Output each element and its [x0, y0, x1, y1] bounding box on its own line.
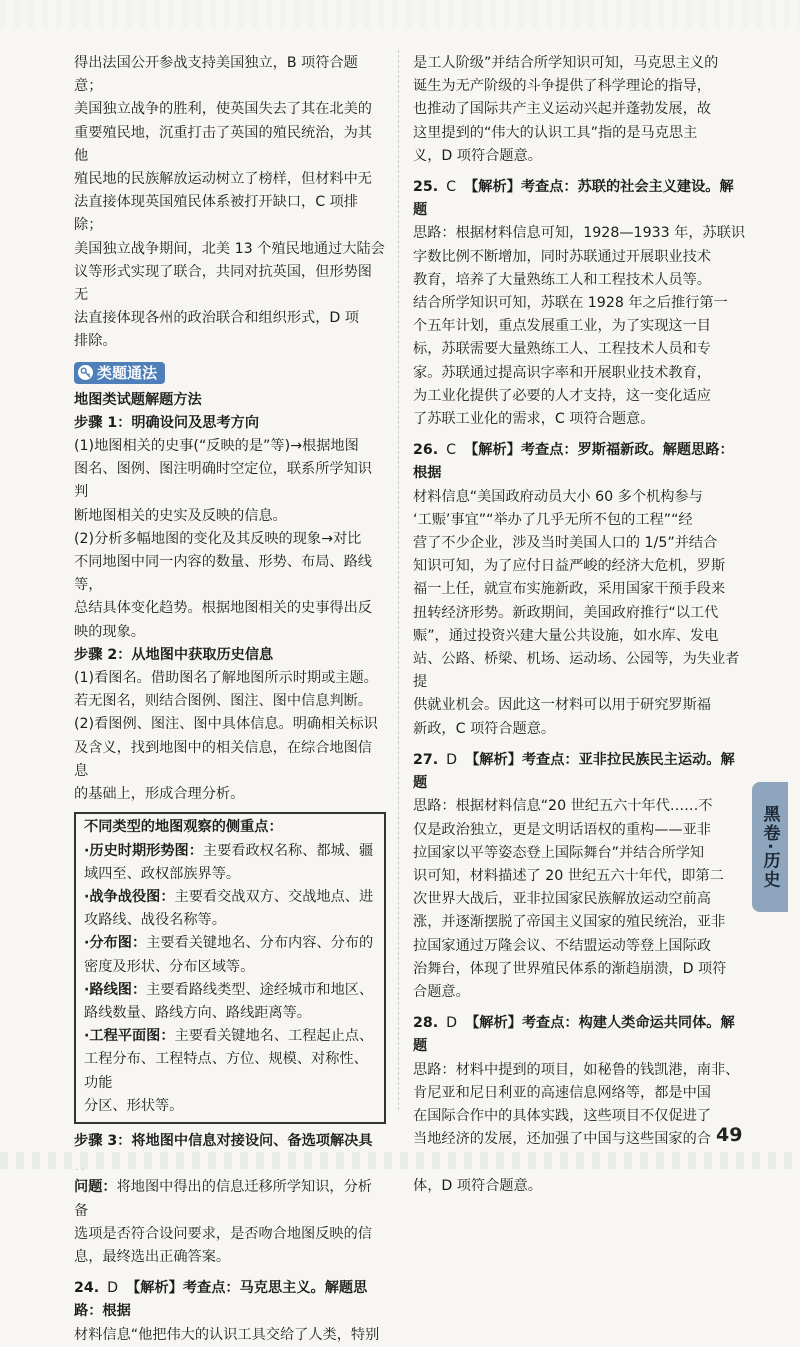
answer-letter: C [446, 179, 457, 196]
question-number: 24. [74, 1280, 100, 1297]
box-item-text: 密度及形状、分布区域等。 [84, 958, 255, 975]
text-line: 营了不少企业，涉及当时美国人口的 1/5”并结合 [413, 535, 718, 552]
question-number: 28. [413, 1015, 439, 1032]
text-line: 法直接体现各州的政治联合和组织形式，D 项 [74, 310, 359, 327]
question-number: 26. [413, 442, 439, 459]
text-line: 得出法国公开参战支持美国独立，B 项符合题意； [74, 55, 358, 95]
text-line: 也推动了国际共产主义运动兴起并蓬勃发展，故 [413, 101, 711, 118]
text-line: 教育，培养了大量熟练工人和工程技术人员等。 [413, 271, 711, 288]
method-tag [74, 362, 165, 384]
question-25 [413, 176, 747, 431]
text-line: ‘工赈’事宜”“举办了几乎无所不包的工程”“经 [413, 511, 693, 528]
text-line: 供就业机会。因此这一材料可以用于研究罗斯福 [413, 697, 711, 714]
box-item-text: 主要看路线类型、途经城市和地区、 [146, 981, 374, 998]
text-line: 是工人阶级”并结合所学知识可知，马克思主义的 [413, 55, 719, 71]
text-line: (1)看图名。借助图名了解地图所示时期或主题。 [74, 670, 378, 687]
text-line: 知识可知，为了应付日益严峻的经济大危机，罗斯 [413, 558, 726, 575]
text-line: 映的现象。 [74, 623, 145, 640]
text-line: 息，最终选出正确答案。 [74, 1248, 231, 1265]
step1-title: 步骤 1：明确设问及思考方向 [74, 414, 260, 431]
text-line: 这里提到的“伟大的认识工具”指的是马克思主 [413, 124, 698, 141]
text-line: 断地图相关的史实及反映的信息。 [74, 507, 287, 524]
text-line: 法直接体现英国殖民体系被打开缺口，C 项排除； [74, 194, 358, 234]
text-line: 的基础上，形成合理分析。 [74, 786, 245, 803]
step3-title: 步骤 3：将地图中信息对接设问、备选项解决具 [74, 1132, 373, 1149]
text-line: 合题意。 [413, 983, 470, 1000]
text-line: 家。苏联通过提高识字率和开展职业技术教育， [413, 364, 711, 381]
box-item-text: 工程分布、工程特点、方位、规模、对称性、功能 [84, 1051, 368, 1091]
analysis-text: 【解析】考查点：亚非拉民族民主运动。解题 [413, 751, 735, 792]
answer-letter: D [107, 1280, 119, 1297]
question-number: 27. [413, 751, 439, 768]
box-item-key: ·分布图： [84, 935, 147, 952]
side-tab [752, 782, 788, 912]
text-line: 义，D 项符合题意。 [413, 147, 542, 164]
text-line: 若无图名，则结合图例、图注、图中信息判断。 [74, 693, 372, 710]
text-line: 不同地图中同一内容的数量、形势、布局、路线等， [74, 554, 372, 594]
column-divider [398, 50, 399, 1110]
text-line: 福一上任，就宣布实施新政，采用国家干预手段来 [413, 581, 726, 598]
box-item-text: 主要看关键地名、工程起止点、 [174, 1028, 374, 1045]
text-line: 拉国家以平等姿态登上国际舞台”并结合所学知 [413, 844, 705, 861]
intro-paragraph [74, 52, 386, 354]
answer-letter: C [446, 442, 457, 459]
text-line: 在国际合作中的具体实践，这些项目不仅促进了 [413, 1107, 711, 1124]
text-line: 及含义，找到地图中的相关信息，在综合地图信息 [74, 739, 372, 779]
method-title: 地图类试题解题方法 [74, 391, 202, 408]
text-line: 字数比例不断增加，同时苏联通过开展职业技术 [413, 248, 711, 265]
text-line: 殖民地的民族解放运动树立了榜样，但材料中无 [74, 171, 372, 188]
text-line: 材料信息“美国政府动员大小 60 多个机构参与 [413, 488, 703, 505]
question-24-continued [413, 52, 747, 168]
text-line: 排除。 [74, 333, 117, 350]
map-focus-box [74, 812, 386, 1124]
text-line: 总结具体变化趋势。根据地图相关的史事得出反 [74, 600, 372, 617]
text-line: 议等形式实现了联合，共同对抗英国，但形势图无 [74, 263, 372, 304]
question-28 [413, 1012, 747, 1198]
step2-title: 步骤 2：从地图中获取历史信息 [74, 646, 274, 663]
answer-letter: D [446, 751, 458, 768]
text-line: 体，D 项符合题意。 [413, 1177, 542, 1194]
text-line: 了苏联工业化的需求，C 项符合题意。 [413, 411, 655, 428]
analysis-text: 【解析】考查点：构建人类命运共同体。解题 [413, 1015, 735, 1055]
box-item [84, 932, 376, 978]
text-line: 材料信息“他把伟大的认识工具交给了人类，特别 [74, 1326, 380, 1343]
text-line: 美国独立战争的胜利，使英国失去了其在北美的 [74, 101, 372, 118]
text-line: 重要殖民地，沉重打击了英国的殖民统治，为其他 [74, 124, 372, 164]
step2-content [74, 667, 386, 806]
step3-title: 问题： [74, 1179, 117, 1196]
text-line: (2)分析多幅地图的变化及其反映的现象→对比 [74, 530, 362, 547]
analysis-text: 【解析】考查点：苏联的社会主义建设。解题 [413, 179, 734, 219]
text-line: 思路：根据材料信息“20 世纪五六十年代……不 [413, 798, 713, 815]
box-item [84, 979, 376, 1025]
text-line: 图名、图例、图注明确时空定位，联系所学知识判 [74, 461, 372, 501]
analysis-text: 【解析】考查点：罗斯福新政。解题思路：根据 [413, 442, 734, 482]
answer-letter: D [446, 1015, 458, 1032]
side-tab-label: 黑卷·历史 [759, 804, 780, 890]
text-line: 个五年计划，重点发展重工业，为了实现这一目 [413, 318, 711, 335]
box-item-key: ·战争战役图： [84, 888, 175, 905]
text-line: (2)看图例、图注、图中具体信息。明确相关标识 [74, 716, 378, 733]
box-item-key: ·历史时期形势图： [84, 842, 203, 859]
page-number: 49 [716, 1124, 743, 1146]
text-line: 为工业化提供了必要的人才支持，这一变化适应 [413, 387, 711, 404]
text-line: 扭转经济形势。新政期间，美国政府推行“以工代 [413, 604, 719, 621]
box-item [84, 1025, 376, 1118]
text-line: 站、公路、桥梁、机场、运动场、公园等，为失业者提 [413, 651, 740, 691]
analysis-text: 【解析】考查点：马克思主义。解题思路：根据 [74, 1280, 368, 1320]
question-26 [413, 439, 747, 741]
box-item [84, 886, 376, 932]
box-title: 不同类型的地图观察的侧重点： [84, 819, 283, 836]
text-line: 思路：根据材料信息可知，1928—1933 年，苏联识 [413, 225, 746, 242]
text-line: 美国独立战争期间，北美 13 个殖民地通过大陆会 [74, 240, 385, 257]
text-line: 将地图中得出的信息迁移所学知识，分析备 [74, 1179, 372, 1219]
text-line: 新政，C 项符合题意。 [413, 720, 556, 737]
text-line: 涨，并逐渐摆脱了帝国主义国家的殖民统治，亚非 [413, 914, 726, 931]
question-number: 25. [413, 179, 439, 196]
box-item-text: 域四至、政权部族界等。 [84, 865, 241, 882]
text-line: 诞生为无产阶级的斗争提供了科学理论的指导， [413, 78, 711, 95]
text-line: 思路：材料中提到的项目，如秘鲁的钱凯港，南非、 [413, 1061, 740, 1078]
box-item-text: 路线数量、路线方向、路线距离等。 [84, 1004, 312, 1021]
question-24 [74, 1277, 386, 1347]
question-27 [413, 749, 747, 1004]
text-line: 当地经济的发展，还加强了中国与这些国家的合 [413, 1131, 711, 1148]
box-item-text: 主要看交战双方、交战地点、进 [174, 888, 374, 905]
text-line: 识可知，材料描述了 20 世纪五六十年代，即第二 [413, 867, 724, 884]
text-line: 治舞台，体现了世界殖民体系的渐趋崩溃，D 项符 [413, 960, 727, 977]
box-item-text: 主要看关键地名、分布内容、分布的 [146, 935, 374, 952]
box-item-text: 攻路线、战役名称等。 [84, 912, 226, 929]
right-column [413, 52, 747, 1198]
text-line: 标，苏联需要大量熟练工人、工程技术人员和专 [413, 341, 711, 358]
top-decoration [0, 0, 800, 28]
text-line: 选项是否符合设问要求，是否吻合地图反映的信 [74, 1225, 372, 1242]
text-line: (1)地图相关的史事(“反映的是”等)→根据地图 [74, 438, 359, 455]
box-item-key: ·路线图： [84, 981, 147, 998]
box-item [84, 840, 376, 886]
text-line: 赈”，通过投资兴建大量公共设施，如水库、发电 [413, 627, 719, 644]
text-line: 肯尼亚和尼日利亚的高速信息网络等，都是中国 [413, 1084, 711, 1101]
step1-content [74, 435, 386, 644]
key-icon [78, 365, 93, 380]
text-line: 仅是政治独立，更是文明话语权的重构——亚非 [413, 821, 711, 838]
text-line: 次世界大战后，亚非拉国家民族解放运动空前高 [413, 891, 711, 908]
box-item-text: 分区、形状等。 [84, 1097, 184, 1114]
text-line: 拉国家通过万隆会议、不结盟运动等登上国际政 [413, 937, 711, 954]
box-item-text: 主要看政权名称、都城、疆 [202, 842, 374, 859]
method-tag-label: 类题通法 [97, 363, 158, 382]
text-line: 结合所学知识可知，苏联在 1928 年之后推行第一 [413, 295, 728, 312]
box-item-key: ·工程平面图： [84, 1028, 175, 1045]
bottom-decoration [0, 1152, 800, 1169]
